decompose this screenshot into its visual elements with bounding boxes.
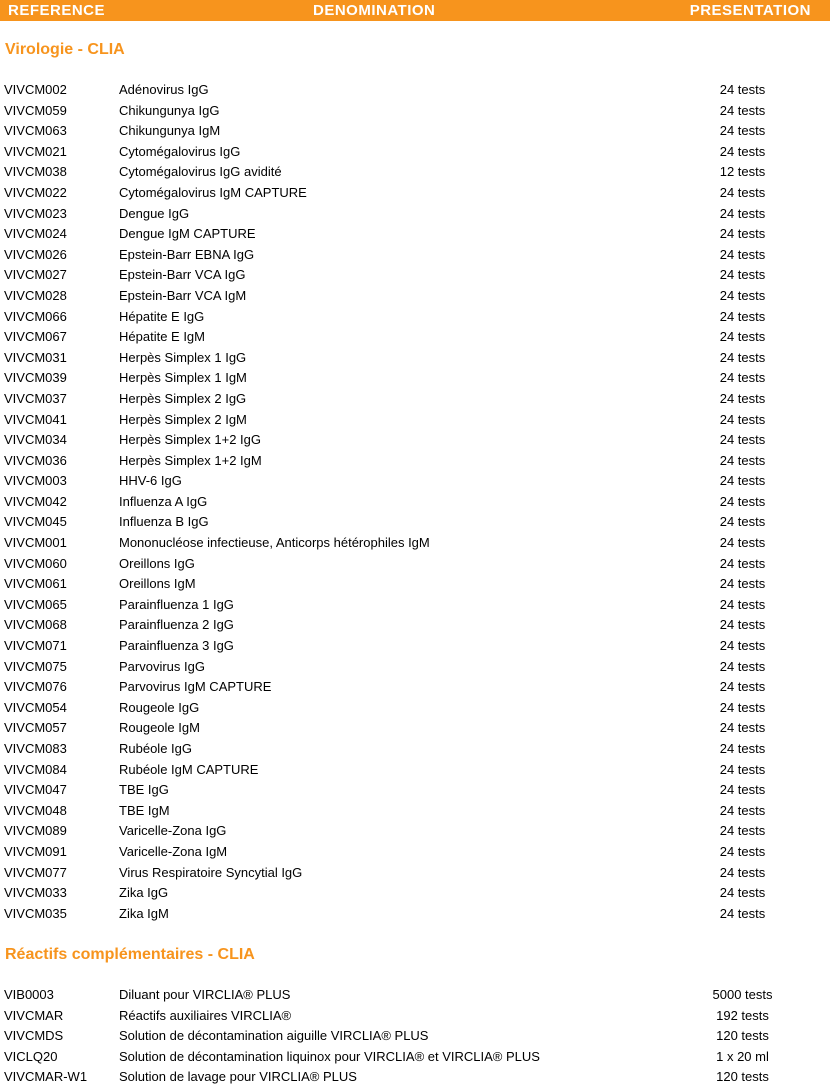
- denomination-cell: Oreillons IgG: [119, 555, 195, 571]
- denomination-cell: TBE IgM: [119, 802, 170, 818]
- table-row: [0, 842, 830, 863]
- reference-cell: VIVCM054: [4, 699, 67, 715]
- denomination-cell: Solution de lavage pour VIRCLIA® PLUS: [119, 1069, 357, 1085]
- presentation-cell: 24 tests: [719, 514, 766, 530]
- presentation-cell: 24 tests: [719, 555, 766, 571]
- table-row: [0, 80, 830, 101]
- reference-cell: VIVCMAR-W1: [4, 1069, 88, 1085]
- presentation-cell: 24 tests: [719, 123, 766, 139]
- presentation-cell: 24 tests: [719, 617, 766, 633]
- denomination-cell: Parainfluenza 3 IgG: [119, 638, 234, 654]
- presentation-cell: 24 tests: [719, 329, 766, 345]
- section-title-virologie: Virologie - CLIA: [5, 41, 125, 58]
- denomination-cell: Herpès Simplex 1 IgM: [119, 370, 247, 386]
- presentation-cell: 24 tests: [719, 287, 766, 303]
- reference-cell: VIVCM065: [4, 596, 67, 612]
- denomination-cell: Rubéole IgM CAPTURE: [119, 761, 259, 777]
- table-row: [0, 615, 830, 636]
- reference-cell: VIVCM076: [4, 679, 67, 695]
- reference-cell: VIVCM037: [4, 390, 67, 406]
- table-row: [0, 204, 830, 225]
- presentation-cell: 24 tests: [719, 720, 766, 736]
- presentation-cell: 24 tests: [719, 102, 766, 118]
- presentation-cell: 24 tests: [719, 885, 766, 901]
- denomination-cell: Zika IgM: [119, 905, 169, 921]
- table-row: [0, 739, 830, 760]
- table-row: [0, 863, 830, 884]
- denomination-cell: Zika IgG: [119, 885, 169, 901]
- reference-cell: VIVCM039: [4, 370, 67, 386]
- presentation-cell: 24 tests: [719, 823, 766, 839]
- presentation-cell: 24 tests: [719, 226, 766, 242]
- presentation-cell: 24 tests: [719, 82, 766, 97]
- reference-cell: VIVCM045: [4, 514, 67, 530]
- denomination-cell: Solution de décontamination liquinox pour VIRCLIA® et VIRCLIA® PLUS: [119, 1048, 540, 1064]
- section-virologie-rows: [0, 80, 830, 924]
- presentation-cell: 24 tests: [719, 432, 766, 448]
- denomination-cell: Herpès Simplex 1+2 IgG: [119, 432, 261, 448]
- presentation-cell: 24 tests: [719, 473, 766, 489]
- presentation-cell: 24 tests: [719, 741, 766, 756]
- presentation-cell: 192 tests: [716, 1007, 769, 1023]
- header-reference: REFERENCE: [8, 2, 106, 19]
- header-denomination: DENOMINATION: [313, 2, 436, 19]
- reference-cell: VIVCM041: [4, 411, 67, 427]
- denomination-cell: Parainfluenza 1 IgG: [119, 596, 234, 612]
- reference-cell: VIVCM091: [4, 843, 67, 859]
- table-row: [0, 512, 830, 533]
- denomination-cell: Réactifs auxiliaires VIRCLIA®: [119, 1007, 292, 1023]
- presentation-cell: 24 tests: [719, 493, 766, 509]
- reference-cell: VIVCM033: [4, 885, 67, 901]
- reference-cell: VIVCM084: [4, 761, 67, 777]
- denomination-cell: Mononucléose infectieuse, Anticorps hétérophiles IgM: [119, 535, 430, 551]
- reference-cell: VIVCM042: [4, 493, 67, 509]
- table-row: [0, 1006, 830, 1027]
- reference-cell: VIVCM038: [4, 164, 67, 180]
- denomination-cell: Solution de décontamination aiguille VIRCLIA® PLUS: [119, 1028, 429, 1044]
- table-row: [0, 286, 830, 307]
- denomination-cell: Diluant pour VIRCLIA® PLUS: [119, 987, 291, 1002]
- reference-cell: VIVCM002: [4, 82, 67, 97]
- reference-cell: VIVCM071: [4, 638, 67, 654]
- reference-cell: VIVCM031: [4, 349, 67, 365]
- table-row: [0, 1026, 830, 1047]
- presentation-cell: 24 tests: [719, 308, 766, 324]
- denomination-cell: Varicelle-Zona IgG: [119, 823, 227, 839]
- reference-cell: VIVCM022: [4, 184, 67, 200]
- presentation-cell: 24 tests: [719, 761, 766, 777]
- presentation-cell: 5000 tests: [712, 987, 773, 1002]
- reference-cell: VIVCM068: [4, 617, 67, 633]
- table-row: [0, 101, 830, 122]
- presentation-cell: 24 tests: [719, 184, 766, 200]
- table-row: [0, 245, 830, 266]
- table-row: [0, 883, 830, 904]
- reference-cell: VIVCM001: [4, 535, 67, 551]
- denomination-cell: Herpès Simplex 1+2 IgM: [119, 452, 262, 468]
- table-header: [0, 0, 830, 21]
- denomination-cell: Adénovirus IgG: [119, 82, 209, 97]
- reference-cell: VIVCMDS: [4, 1028, 64, 1044]
- table-row: [0, 492, 830, 513]
- table-row: [0, 368, 830, 389]
- table-row: [0, 677, 830, 698]
- denomination-cell: Virus Respiratoire Syncytial IgG: [119, 864, 303, 880]
- table-row: [0, 142, 830, 163]
- section-reactifs-rows: [0, 985, 830, 1088]
- denomination-cell: HHV-6 IgG: [119, 473, 182, 489]
- table-row: [0, 451, 830, 472]
- table-row: [0, 801, 830, 822]
- table-row: [0, 904, 830, 925]
- denomination-cell: TBE IgG: [119, 782, 169, 798]
- reference-cell: VIVCM089: [4, 823, 67, 839]
- denomination-cell: Rougeole IgG: [119, 699, 200, 715]
- table-row: [0, 162, 830, 183]
- denomination-cell: Chikungunya IgM: [119, 123, 221, 139]
- denomination-cell: Hépatite E IgG: [119, 308, 205, 324]
- section-title-reactifs: Réactifs complémentaires - CLIA: [5, 946, 255, 963]
- reference-cell: VIVCMAR: [4, 1007, 64, 1023]
- presentation-cell: 24 tests: [719, 246, 766, 262]
- presentation-cell: 24 tests: [719, 699, 766, 715]
- denomination-cell: Epstein-Barr EBNA IgG: [119, 246, 255, 262]
- table-row: [0, 574, 830, 595]
- denomination-cell: Chikungunya IgG: [119, 102, 220, 118]
- presentation-cell: 24 tests: [719, 411, 766, 427]
- denomination-cell: Herpès Simplex 2 IgM: [119, 411, 247, 427]
- table-row: [0, 533, 830, 554]
- table-row: [0, 183, 830, 204]
- table-row: [0, 636, 830, 657]
- reference-cell: VICLQ20: [4, 1048, 58, 1064]
- denomination-cell: Varicelle-Zona IgM: [119, 843, 228, 859]
- presentation-cell: 24 tests: [719, 864, 766, 880]
- table-row: [0, 698, 830, 719]
- reference-cell: VIVCM077: [4, 864, 67, 880]
- denomination-cell: Dengue IgM CAPTURE: [119, 226, 256, 242]
- presentation-cell: 120 tests: [716, 1028, 769, 1044]
- table-row: [0, 657, 830, 678]
- denomination-cell: Rougeole IgM: [119, 720, 200, 736]
- denomination-cell: Parvovirus IgG: [119, 658, 205, 674]
- presentation-cell: 24 tests: [719, 679, 766, 695]
- denomination-cell: Cytomégalovirus IgM CAPTURE: [119, 184, 307, 200]
- denomination-cell: Rubéole IgG: [119, 741, 192, 756]
- table-row: [0, 389, 830, 410]
- presentation-cell: 24 tests: [719, 390, 766, 406]
- table-row: [0, 1067, 830, 1088]
- reference-cell: VIVCM075: [4, 658, 67, 674]
- table-row: [0, 760, 830, 781]
- presentation-cell: 120 tests: [716, 1069, 769, 1085]
- table-row: [0, 307, 830, 328]
- denomination-cell: Herpès Simplex 1 IgG: [119, 349, 247, 365]
- presentation-cell: 24 tests: [719, 638, 766, 654]
- table-row: [0, 821, 830, 842]
- reference-cell: VIVCM060: [4, 555, 67, 571]
- reference-cell: VIVCM057: [4, 720, 67, 736]
- presentation-cell: 24 tests: [719, 267, 766, 283]
- table-row: [0, 430, 830, 451]
- presentation-cell: 24 tests: [719, 535, 766, 551]
- presentation-cell: 24 tests: [719, 658, 766, 674]
- presentation-cell: 24 tests: [719, 452, 766, 468]
- reference-cell: VIVCM003: [4, 473, 67, 489]
- header-presentation: PRESENTATION: [689, 2, 811, 19]
- presentation-cell: 1 x 20 ml: [716, 1048, 769, 1064]
- reference-cell: VIVCM067: [4, 329, 67, 345]
- table-row: [0, 121, 830, 142]
- table-row: [0, 410, 830, 431]
- reference-cell: VIVCM026: [4, 246, 67, 262]
- reference-cell: VIVCM059: [4, 102, 67, 118]
- table-row: [0, 780, 830, 801]
- presentation-cell: 12 tests: [719, 164, 766, 180]
- reference-cell: VIVCM036: [4, 452, 67, 468]
- table-row: [0, 554, 830, 575]
- reference-cell: VIVCM021: [4, 143, 67, 159]
- denomination-cell: Influenza A IgG: [119, 493, 208, 509]
- reference-cell: VIVCM035: [4, 905, 67, 921]
- reference-cell: VIVCM061: [4, 576, 67, 592]
- reference-cell: VIVCM066: [4, 308, 67, 324]
- presentation-cell: 24 tests: [719, 905, 766, 921]
- table-row: [0, 471, 830, 492]
- reference-cell: VIVCM047: [4, 782, 67, 798]
- table-row: [0, 265, 830, 286]
- presentation-cell: 24 tests: [719, 576, 766, 592]
- reference-cell: VIVCM024: [4, 226, 67, 242]
- denomination-cell: Influenza B IgG: [119, 514, 209, 530]
- presentation-cell: 24 tests: [719, 802, 766, 818]
- reference-cell: VIVCM028: [4, 287, 67, 303]
- denomination-cell: Parvovirus IgM CAPTURE: [119, 679, 272, 695]
- table-row: [0, 348, 830, 369]
- table-row: [0, 224, 830, 245]
- denomination-cell: Hépatite E IgM: [119, 329, 205, 345]
- table-row: [0, 718, 830, 739]
- table-row: [0, 327, 830, 348]
- reference-cell: VIVCM083: [4, 741, 67, 756]
- reference-cell: VIVCM048: [4, 802, 67, 818]
- presentation-cell: 24 tests: [719, 349, 766, 365]
- denomination-cell: Herpès Simplex 2 IgG: [119, 390, 247, 406]
- denomination-cell: Epstein-Barr VCA IgG: [119, 267, 246, 283]
- denomination-cell: Cytomégalovirus IgG: [119, 143, 241, 159]
- presentation-cell: 24 tests: [719, 596, 766, 612]
- denomination-cell: Parainfluenza 2 IgG: [119, 617, 234, 633]
- presentation-cell: 24 tests: [719, 843, 766, 859]
- reference-cell: VIB0003: [4, 987, 54, 1002]
- reference-cell: VIVCM063: [4, 123, 67, 139]
- table-row: [0, 985, 830, 1006]
- presentation-cell: 24 tests: [719, 370, 766, 386]
- presentation-cell: 24 tests: [719, 143, 766, 159]
- denomination-cell: Epstein-Barr VCA IgM: [119, 287, 247, 303]
- table-row: [0, 1047, 830, 1068]
- presentation-cell: 24 tests: [719, 205, 766, 221]
- presentation-cell: 24 tests: [719, 782, 766, 798]
- reference-cell: VIVCM027: [4, 267, 67, 283]
- denomination-cell: Dengue IgG: [119, 205, 190, 221]
- denomination-cell: Cytomégalovirus IgG avidité: [119, 164, 282, 180]
- reference-cell: VIVCM023: [4, 205, 67, 221]
- reference-cell: VIVCM034: [4, 432, 67, 448]
- denomination-cell: Oreillons IgM: [119, 576, 196, 592]
- table-row: [0, 595, 830, 616]
